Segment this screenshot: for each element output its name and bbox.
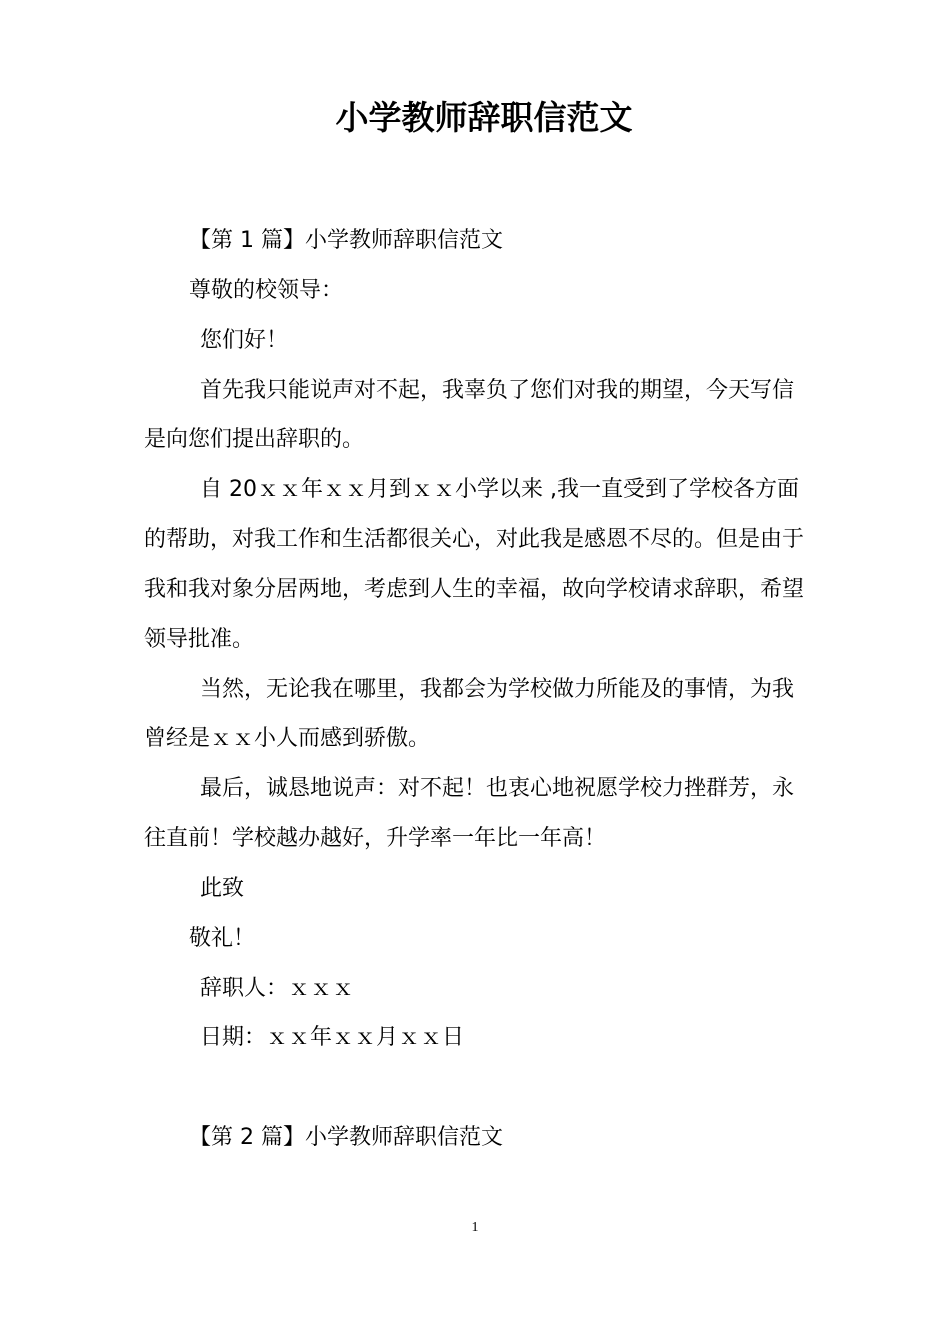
closing-salute: 敬礼！ — [189, 926, 256, 951]
paragraph-line: 的帮助，对我工作和生活都很关心，对此我是感恩不尽的。但是由于 — [144, 527, 805, 552]
closing-phrase: 此致 — [200, 876, 245, 901]
page-number: 1 — [471, 1220, 479, 1235]
paragraph-line: 是向您们提出辞职的。 — [144, 427, 365, 452]
paragraph-line: 领导批准。 — [144, 627, 255, 652]
paragraph-line: 首先我只能说声对不起，我辜负了您们对我的期望，今天写信 — [200, 378, 795, 403]
paragraph-line: 曾经是ｘｘ小人而感到骄傲。 — [144, 726, 431, 751]
salutation: 尊敬的校领导： — [189, 278, 344, 303]
greeting: 您们好！ — [200, 328, 289, 353]
document-title: 小学教师辞职信范文 — [335, 98, 633, 137]
paragraph-line: 最后，诚恳地说声：对不起！也衷心地祝愿学校力挫群芳，永 — [200, 776, 795, 801]
paragraph-line: 自 20ｘｘ年ｘｘ月到ｘｘ小学以来 ,我一直受到了学校各方面 — [200, 477, 799, 502]
date-line: 日期：ｘｘ年ｘｘ月ｘｘ日 — [200, 1025, 465, 1050]
section-heading-1: 【第 1 篇】小学教师辞职信范文 — [189, 228, 503, 253]
paragraph-line: 我和我对象分居两地，考虑到人生的幸福，故向学校请求辞职，希望 — [144, 577, 805, 602]
paragraph-line: 当然，无论我在哪里，我都会为学校做力所能及的事情，为我 — [200, 677, 795, 702]
paragraph-line: 往直前！学校越办越好，升学率一年比一年高！ — [144, 826, 607, 851]
signature-line: 辞职人：ｘｘｘ — [200, 976, 355, 1001]
section-heading-2: 【第 2 篇】小学教师辞职信范文 — [189, 1125, 503, 1150]
